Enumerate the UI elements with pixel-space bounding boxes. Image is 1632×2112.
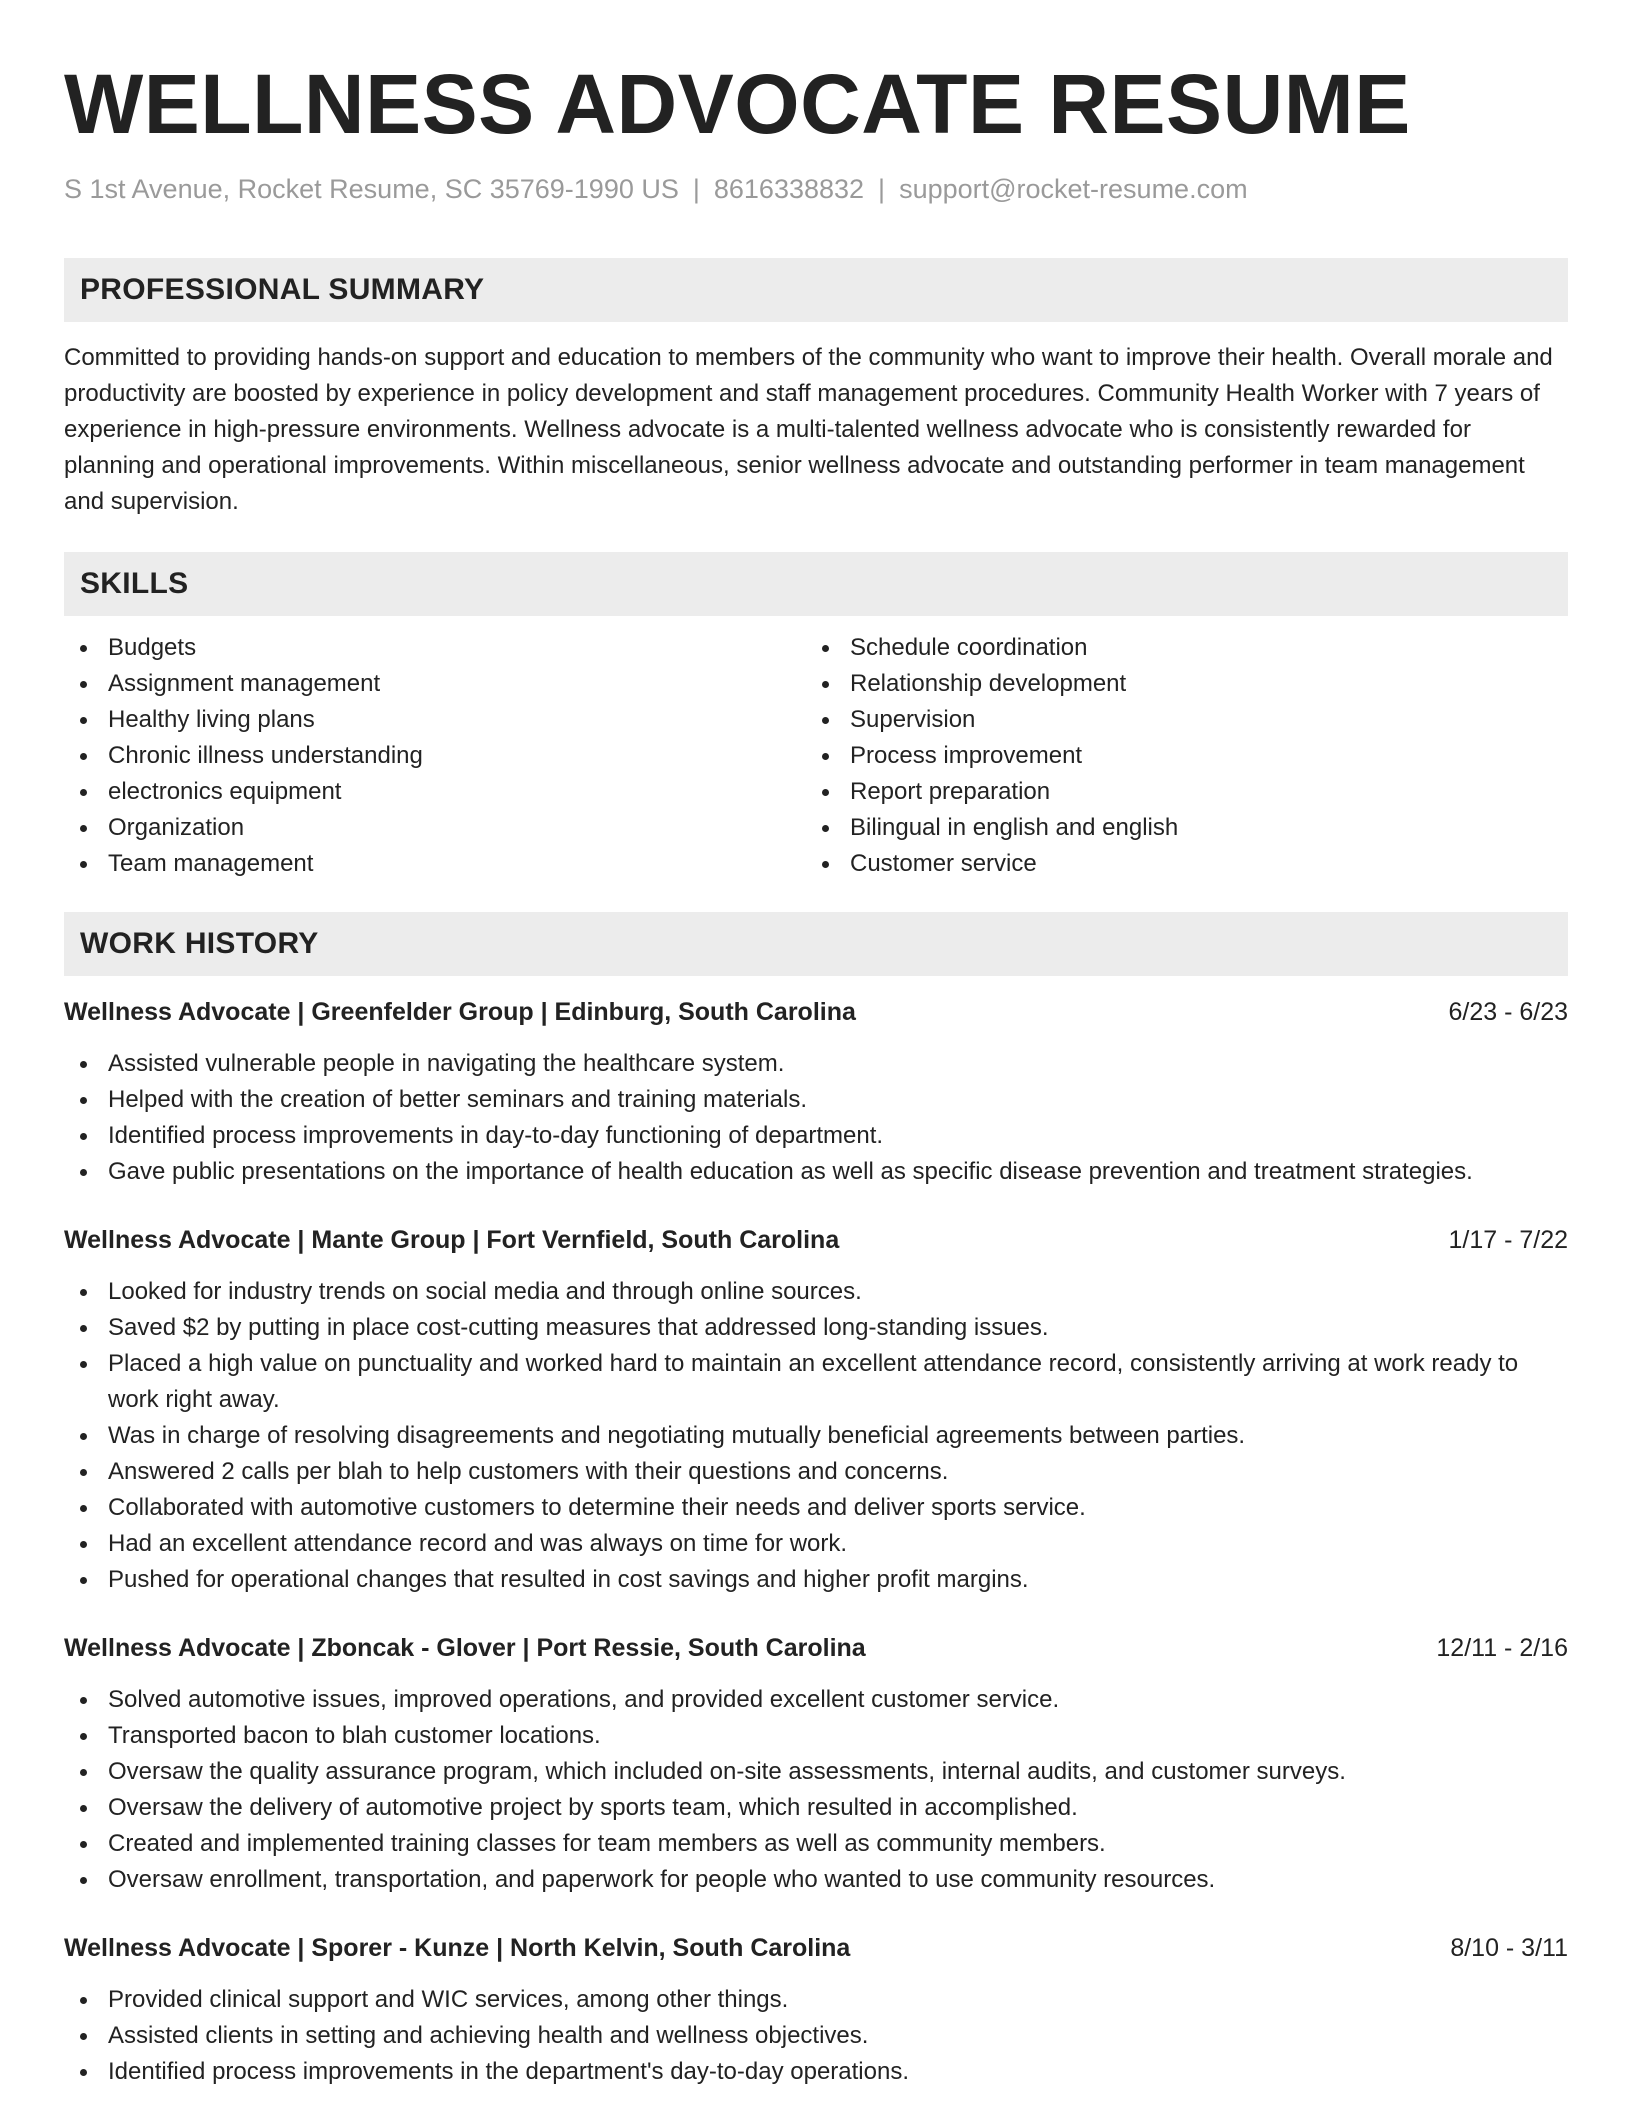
contact-phone: 8616338832 xyxy=(713,174,865,204)
job-dates: 12/11 - 2/16 xyxy=(1436,1634,1568,1662)
job-header xyxy=(64,994,1568,1030)
skill-item: Healthy living plans xyxy=(64,702,806,738)
skill-item: Schedule coordination xyxy=(806,630,1548,666)
summary-text: Committed to providing hands-on support and education to members of the community who want to improve their health. Overall morale and productivity are boosted by experience in policy development and staff management procedures. Community Health Worker with 7 years of experience in high-pressure environments. Wellness advocate is a multi-talented wellness advocate who is consistently rewarded for planning and operational improvements. Within miscellaneous, senior wellness advocate and outstanding performer in team management and supervision. xyxy=(64,344,1553,515)
job-bullets xyxy=(64,1274,1568,1598)
contact-line xyxy=(64,172,1568,206)
job-bullet: Oversaw enrollment, transportation, and paperwork for people who wanted to use community resources. xyxy=(64,1862,1568,1898)
job-bullets xyxy=(64,1982,1568,2090)
skill-item: Bilingual in english and english xyxy=(806,810,1548,846)
skills-list xyxy=(64,630,1568,882)
job-title: Wellness Advocate | Greenfelder Group | Edinburg, South Carolina xyxy=(64,998,856,1026)
resume-title: WELLNESS ADVOCATE RESUME xyxy=(64,57,1411,151)
skill-item: Chronic illness understanding xyxy=(64,738,806,774)
job-bullet: Identified process improvements in the department's day-to-day operations. xyxy=(64,2054,1568,2090)
job-bullet: Assisted vulnerable people in navigating the healthcare system. xyxy=(64,1046,1568,1082)
job-dates: 6/23 - 6/23 xyxy=(1448,998,1568,1026)
skill-item: Report preparation xyxy=(806,774,1548,810)
skill-item: Organization xyxy=(64,810,806,846)
contact-separator: | xyxy=(878,174,886,204)
job-header xyxy=(64,1222,1568,1258)
job-title: Wellness Advocate | Zboncak - Glover | Port Ressie, South Carolina xyxy=(64,1634,866,1662)
skills-column-right xyxy=(806,630,1548,882)
skill-item: Budgets xyxy=(64,630,806,666)
job-bullet: Had an excellent attendance record and was always on time for work. xyxy=(64,1526,1568,1562)
contact-separator: | xyxy=(692,174,700,204)
job-bullet: Placed a high value on punctuality and worked hard to maintain an excellent attendance record, consistently arriving at work ready to work right away. xyxy=(64,1346,1568,1418)
job-dates: 8/10 - 3/11 xyxy=(1450,1934,1568,1962)
skills-column-left xyxy=(64,630,806,882)
job-header xyxy=(64,1630,1568,1666)
job-bullet: Oversaw the quality assurance program, which included on-site assessments, internal audits, and customer surveys. xyxy=(64,1754,1568,1790)
job-header xyxy=(64,1930,1568,1966)
job-bullet: Transported bacon to blah customer locations. xyxy=(64,1718,1568,1754)
job-bullet: Gave public presentations on the importance of health education as well as specific disease prevention and treatment strategies. xyxy=(64,1154,1568,1190)
job-bullet: Helped with the creation of better seminars and training materials. xyxy=(64,1082,1568,1118)
skill-item: Process improvement xyxy=(806,738,1548,774)
skill-item: Team management xyxy=(64,846,806,882)
job-bullet: Was in charge of resolving disagreements and negotiating mutually beneficial agreements between parties. xyxy=(64,1418,1568,1454)
job-bullet: Looked for industry trends on social media and through online sources. xyxy=(64,1274,1568,1310)
job-title: Wellness Advocate | Sporer - Kunze | North Kelvin, South Carolina xyxy=(64,1934,851,1962)
work-history-heading: WORK HISTORY xyxy=(64,912,1568,976)
contact-email: support@rocket-resume.com xyxy=(899,174,1248,204)
job-bullet: Provided clinical support and WIC services, among other things. xyxy=(64,1982,1568,2018)
skill-item: Assignment management xyxy=(64,666,806,702)
job-bullet: Identified process improvements in day-to-day functioning of department. xyxy=(64,1118,1568,1154)
job-bullet: Oversaw the delivery of automotive project by sports team, which resulted in accomplished. xyxy=(64,1790,1568,1826)
skill-item: Relationship development xyxy=(806,666,1548,702)
job-entry xyxy=(64,1930,1568,2090)
skill-item: electronics equipment xyxy=(64,774,806,810)
job-entry xyxy=(64,1630,1568,1898)
skill-item: Customer service xyxy=(806,846,1548,882)
job-dates: 1/17 - 7/22 xyxy=(1448,1226,1568,1254)
job-bullet: Assisted clients in setting and achieving health and wellness objectives. xyxy=(64,2018,1568,2054)
job-bullet: Saved $2 by putting in place cost-cutting measures that addressed long-standing issues. xyxy=(64,1310,1568,1346)
skills-heading: SKILLS xyxy=(64,552,1568,616)
job-bullet: Collaborated with automotive customers to determine their needs and deliver sports service. xyxy=(64,1490,1568,1526)
contact-address: S 1st Avenue, Rocket Resume, SC 35769-1990 US xyxy=(64,174,679,204)
job-bullet: Pushed for operational changes that resulted in cost savings and higher profit margins. xyxy=(64,1562,1568,1598)
job-bullets xyxy=(64,1682,1568,1898)
job-entry xyxy=(64,994,1568,1190)
job-bullets xyxy=(64,1046,1568,1190)
job-title: Wellness Advocate | Mante Group | Fort Vernfield, South Carolina xyxy=(64,1226,840,1254)
job-bullet: Solved automotive issues, improved operations, and provided excellent customer service. xyxy=(64,1682,1568,1718)
summary-heading: PROFESSIONAL SUMMARY xyxy=(64,258,1568,322)
job-bullet: Answered 2 calls per blah to help customers with their questions and concerns. xyxy=(64,1454,1568,1490)
job-bullet: Created and implemented training classes for team members as well as community members. xyxy=(64,1826,1568,1862)
skill-item: Supervision xyxy=(806,702,1548,738)
job-entry xyxy=(64,1222,1568,1598)
